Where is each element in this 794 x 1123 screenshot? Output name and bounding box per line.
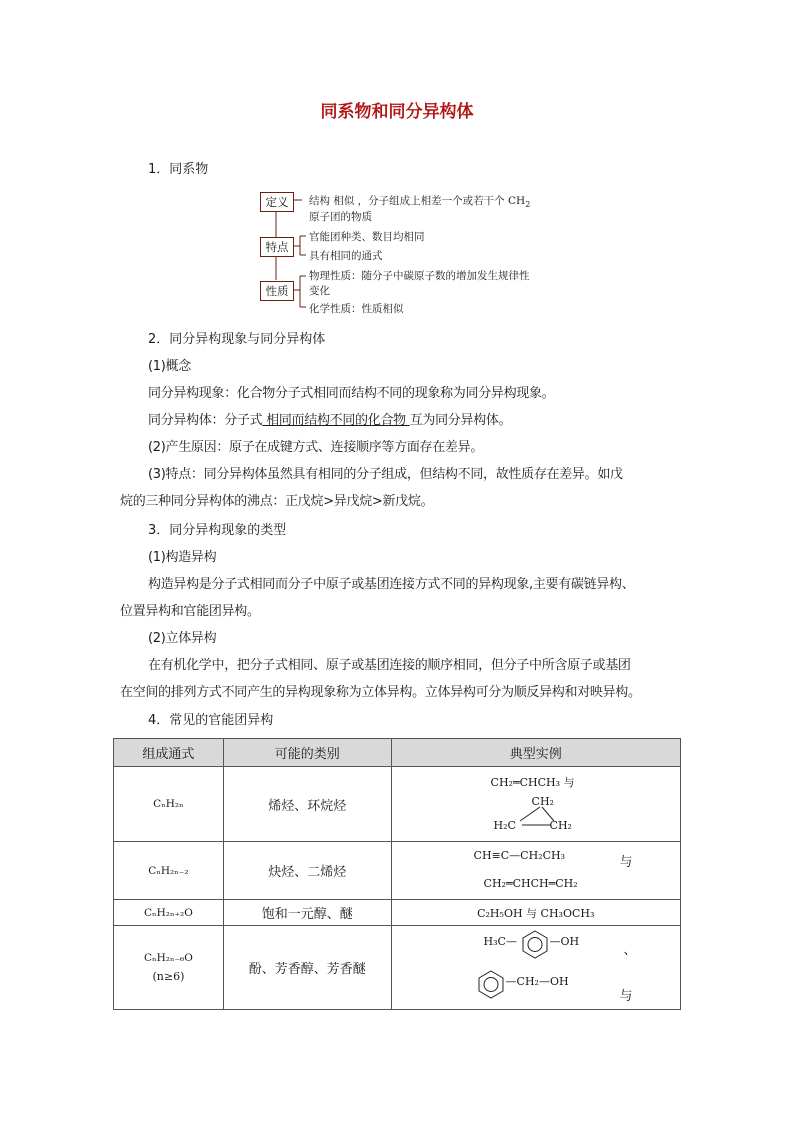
s2-p3 — [148, 412, 511, 430]
row1-ex1: CH₂═CHCH₃ 与 — [490, 776, 575, 789]
row2-formula: CₙH₂ₙ₋₂ — [114, 842, 224, 900]
s2-p6: 烷的三种同分异构体的沸点：正戊烷>异戊烷>新戊烷。 — [120, 494, 434, 509]
row3-formula: CₙH₂ₙ₊₂O — [114, 900, 224, 926]
s2-p5: (3)特点：同分异构体虽然具有相同的分子组成，但结构不同，故性质存在差异。如戊 — [148, 467, 623, 482]
row3-category: 饱和一元醇、醚 — [223, 900, 391, 926]
table-row — [114, 926, 681, 1010]
header-formula: 组成通式 — [114, 739, 224, 767]
s3-p6: 在空间的排列方式不同产生的异构现象称为立体异构。立体异构可分为顺反异构和对映异构。 — [120, 685, 641, 700]
row2-yu: 与 — [619, 854, 633, 870]
section-1-heading: 1．同系物 — [148, 162, 209, 177]
s3-p4: (2)立体异构 — [148, 631, 217, 646]
row3-example: C₂H₅OH 与 CH₃OCH₃ — [391, 900, 680, 926]
box-property: 性质 — [260, 281, 294, 301]
row1-example — [391, 767, 680, 842]
s2-p1: (1)概念 — [148, 359, 191, 374]
feat-line-2: 具有相同的通式 — [309, 250, 383, 262]
prop-line-2: 变化 — [309, 285, 330, 297]
s2-p4: (2)产生原因：原子在成键方式、连接顺序等方面存在差异。 — [148, 440, 484, 455]
row2-category: 炔烃、二烯烃 — [223, 842, 391, 900]
row1-ring-right: CH₂ — [549, 819, 572, 832]
row4-formula — [114, 926, 224, 1010]
def-line-2: 原子团的物质 — [309, 211, 372, 223]
prop-line-3: 化学性质：性质相似 — [309, 303, 404, 315]
row1-ring-top: CH₂ — [531, 795, 554, 808]
row2-example — [391, 842, 680, 900]
feat-line-1: 官能团种类、数目均相同 — [309, 231, 425, 243]
row4-example — [391, 926, 680, 1010]
row2-ex2: CH₂═CHCH═CH₂ — [483, 876, 578, 890]
s2-p2: 同分异构现象：化合物分子式相同而结构不同的现象称为同分异构现象。 — [148, 386, 555, 401]
benzene-ring-2 — [476, 969, 506, 999]
row4-formula-line1: CₙH₂ₙ₋₆O — [144, 952, 193, 964]
row1-ring-left: H₂C — [493, 819, 516, 832]
row4-ex1-left: H₃C— — [483, 934, 517, 948]
s3-p3: 位置异构和官能团异构。 — [120, 604, 260, 619]
s2-p3-a: 同分异构体：分子式 — [148, 413, 263, 428]
row4-yu: 与 — [619, 988, 633, 1004]
box-feature: 特点 — [260, 237, 294, 257]
section-4-heading: 4．常见的官能团异构 — [148, 713, 274, 728]
page-title: 同系物和同分异构体 — [320, 102, 474, 122]
table-row — [114, 842, 681, 900]
table-row — [114, 767, 681, 842]
section-3-heading: 3．同分异构现象的类型 — [148, 523, 287, 538]
s2-p3-c: 互为同分异构体。 — [409, 413, 512, 428]
row4-sep: 、 — [623, 942, 637, 958]
benzene-ring-1 — [520, 929, 550, 959]
s2-p3-underlined: 相同而结构不同的化合物 — [262, 413, 410, 428]
def-line-1 — [309, 193, 530, 209]
row1-formula: CₙH₂ₙ — [114, 767, 224, 842]
row4-ex1-right: —OH — [549, 934, 580, 948]
table-row — [114, 900, 681, 926]
row2-ex1: CH≡C—CH₂CH₃ — [473, 848, 566, 862]
s3-p1: (1)构造异构 — [148, 550, 217, 565]
row4-formula-line2: (n≥6) — [152, 970, 185, 983]
def-line-1-sub: 2 — [525, 200, 531, 210]
s3-p5: 在有机化学中，把分子式相同、原子或基团连接的顺序相同，但分子中所含原子或基团 — [148, 658, 631, 673]
def-line-1-text: 结构 相似 ，分子组成上相差一个或若干个 CH — [309, 195, 526, 207]
prop-line-1: 物理性质：随分子中碳原子数的增加发生规律性 — [309, 270, 530, 282]
row4-ex2-right: —CH₂—OH — [505, 974, 569, 988]
box-definition: 定义 — [260, 192, 294, 212]
table-header-row — [114, 739, 681, 767]
s3-p2: 构造异构是分子式相同而分子中原子或基团连接方式不同的异构现象,主要有碳链异构、 — [148, 577, 635, 592]
section-2-heading: 2．同分异构现象与同分异构体 — [148, 332, 326, 347]
row1-category: 烯烃、环烷烃 — [223, 767, 391, 842]
isomer-table — [113, 738, 681, 1010]
row4-category: 酚、芳香醇、芳香醚 — [223, 926, 391, 1010]
header-example: 典型实例 — [391, 739, 680, 767]
cyclopropane-ring — [510, 805, 560, 829]
header-category: 可能的类别 — [223, 739, 391, 767]
